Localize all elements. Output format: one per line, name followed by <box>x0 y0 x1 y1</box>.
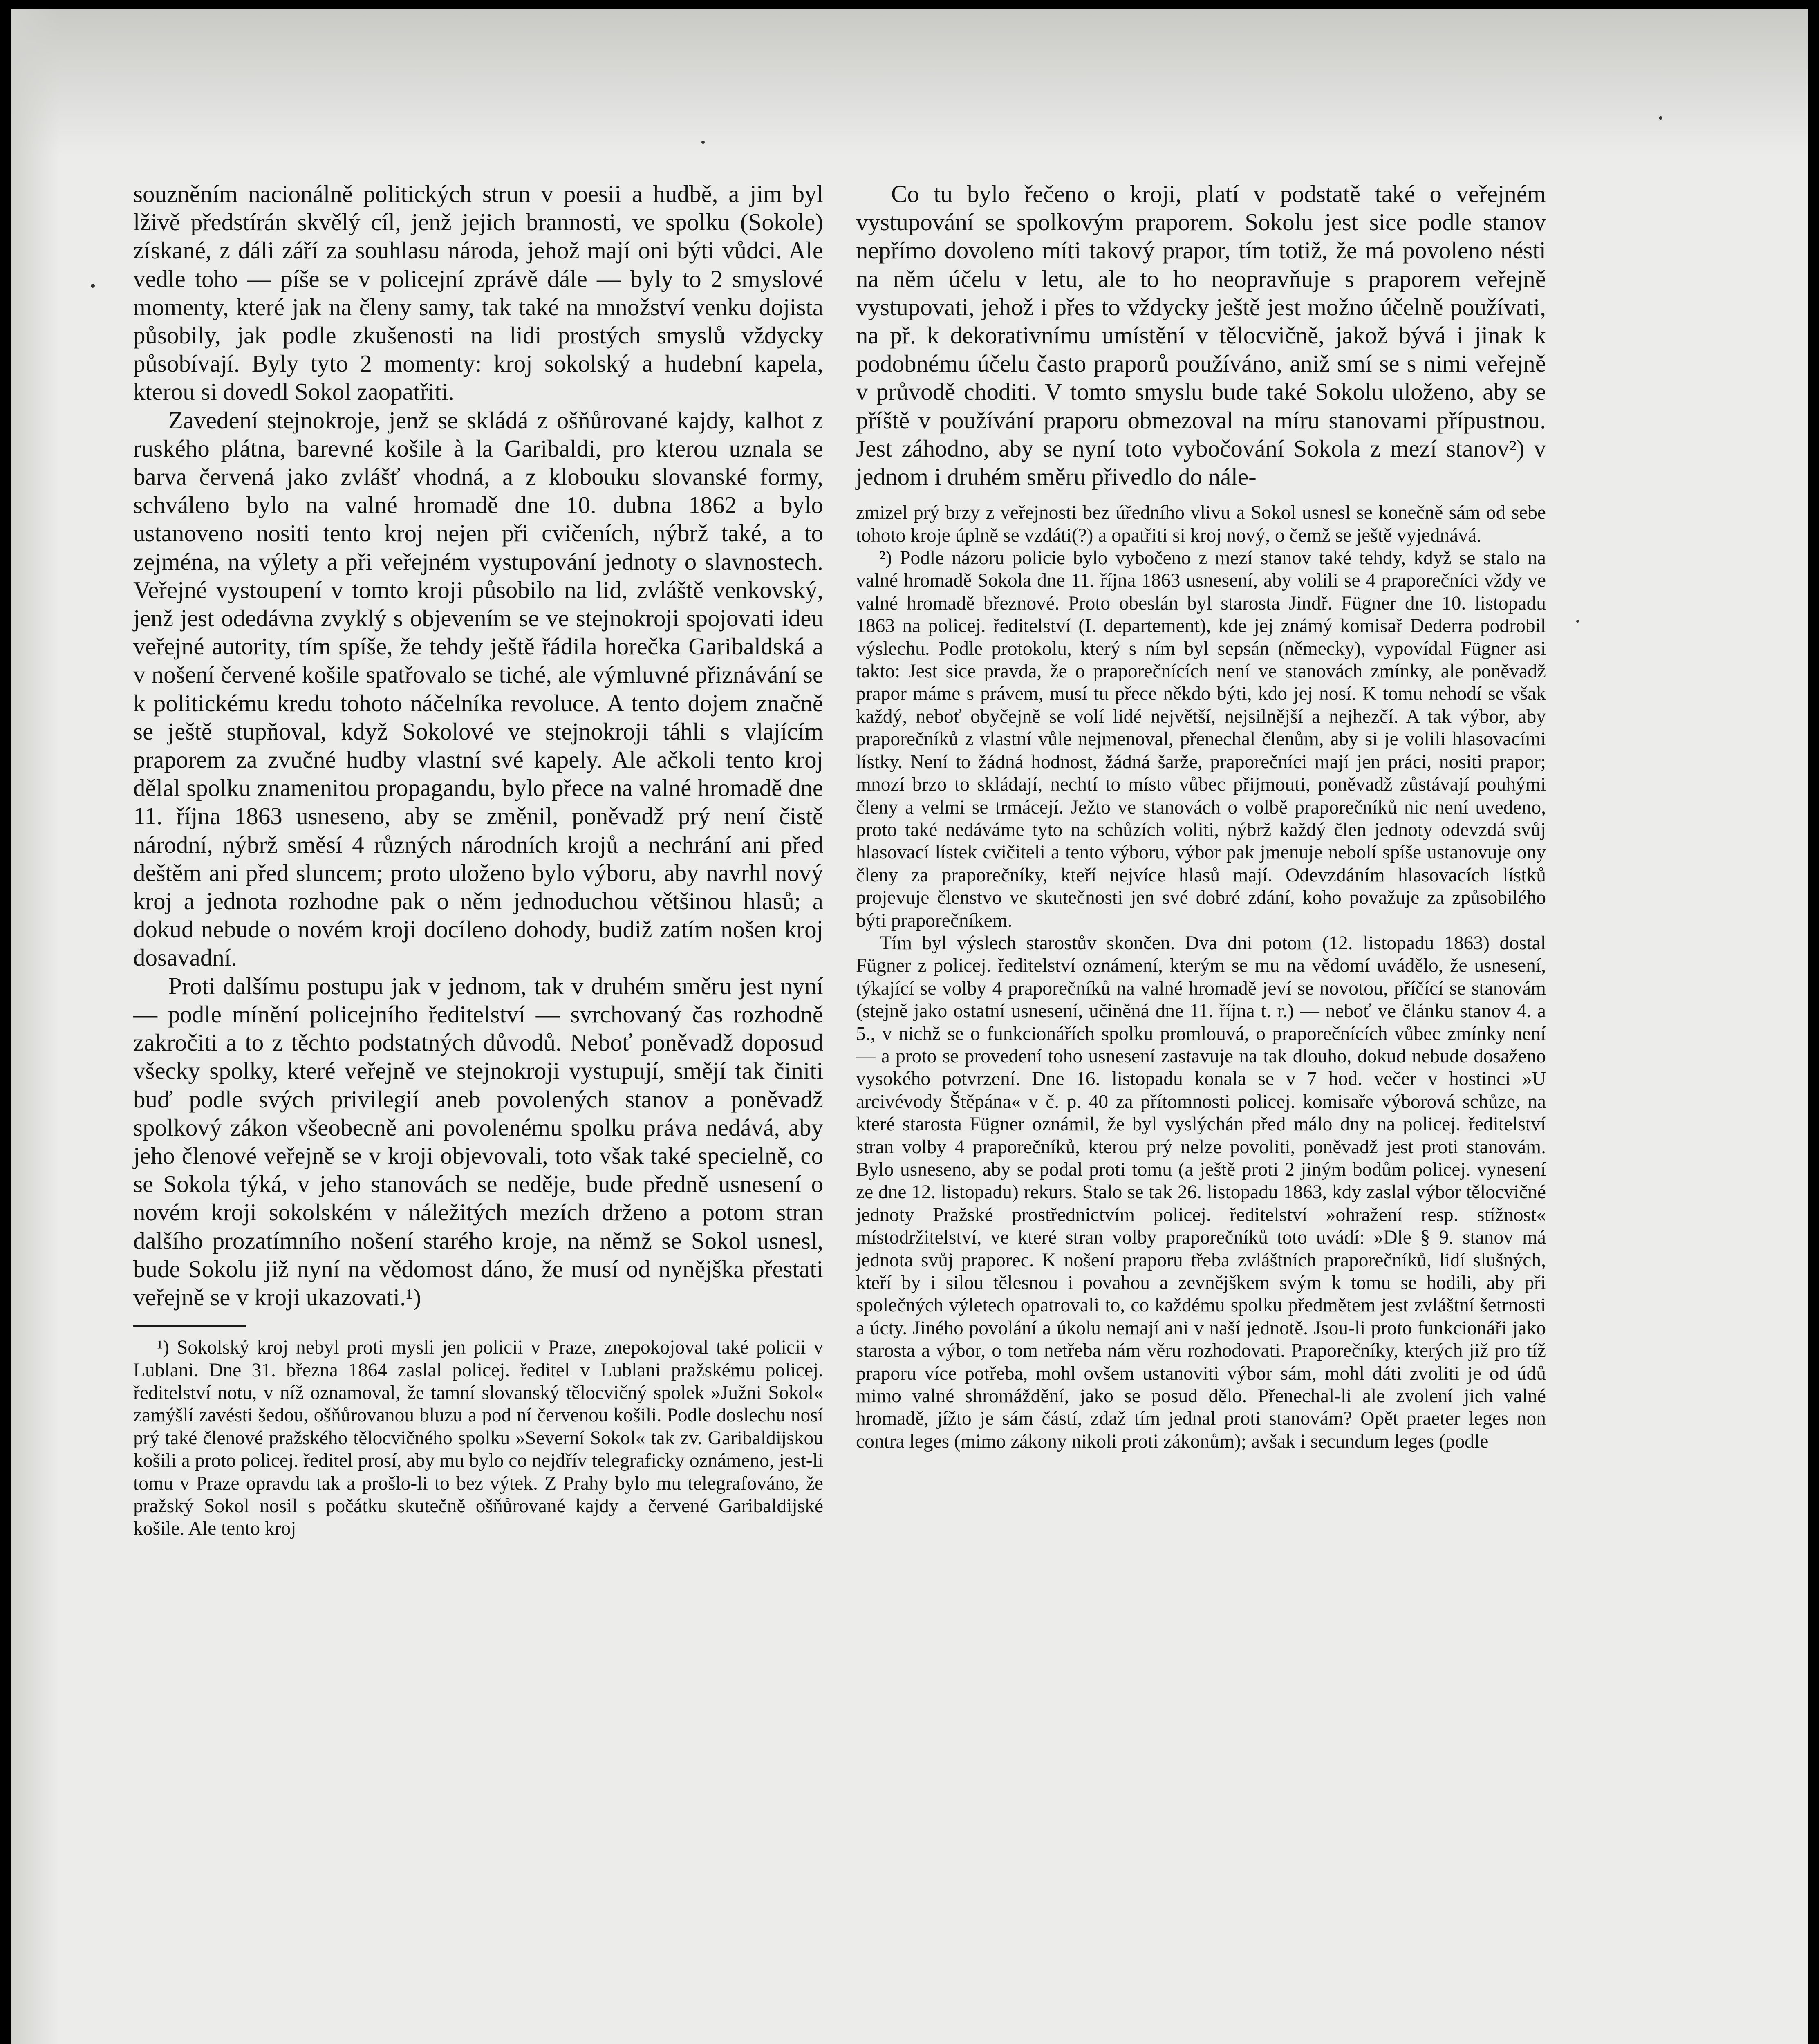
scan-speck <box>91 284 95 288</box>
left-column <box>133 180 823 1540</box>
scan-speck <box>1576 620 1579 623</box>
footnote-2-continued: Tím byl výslech starostův skončen. Dva dni potom (12. listopadu 1863) dostal Fügner z policej. ředitelství oznámení, kterým se mu na vědomí uvádělo, že usnesení, týkající se volby 4 praporečníků na valné hromadě jeví se novotou, příčící se stanovám (stejně jako ostatní usnesení, učiněná dne 11. října t. r.) — neboť ve článku stanov 4. a 5., v nichž se o funkcionářích spolku promlouvá, o praporečnících vůbec zmínky není — a proto se provedení toho usnesení zastavuje na tak dlouho, dokud nebude dosaženo vysokého potvrzení. Dne 16. listopadu konala se v 7 hod. večer v hostinci »U arcivévody Štěpána« v č. p. 40 za přítomnosti policej. komisaře výborová schůze, na které starosta Fügner oznámil, že byl vyslýchán před málo dny na policej. ředitelství stran volby 4 praporečníků, kterou prý nelze povoliti, poněvadž jest proti stanovám. Bylo usneseno, aby se podal proti tomu (a ještě proti 2 jiným bodům policej. vynesení ze dne 12. listopadu) rekurs. Stalo se tak 26. listopadu 1863, kdy zaslal výbor tělocvičné jednoty Pražské prostřednictvím policej. ředitelství »ohražení resp. stížnost« místodržitelství, ve které stran volby praporečníků toto uvádí: »Dle § 9. stanov má jednota svůj praporec. K nošení praporu třeba zvláštních praporečníků, lidí slušných, kteří by i silou tělesnou i povahou a zevnějškem svým k tomu se hodili, aby při společných výletech opatrovali to, co každému spolku předmětem jest zvláštní šetrnosti a úcty. Jiného povolání a úkolu nemají ani v naší jednotě. Jsou-li proto funkcionáři jako starosta a výbor, o tom netřeba nám věru rozhodovati. Praporečníky, kterých již pro tíž praporu více potřeba, mohl ovšem ustanoviti výbor sám, mohl dáti zvoliti je od údů mimo valné shromáždění, jako se posud dělo. Přenechal-li ale zvolení jich valné hromadě, jížto je sám částí, zdaž tím jednal proti stanovám? Opět praeter leges non contra leges (mimo zákony nikoli proti zákonům); avšak i secundum leges (podle <box>856 932 1546 1452</box>
scan-speck <box>1659 116 1662 120</box>
scan-shadow-top <box>11 9 1808 156</box>
right-column-body <box>856 180 1546 491</box>
footnote-1-continuation: zmizel prý brzy z veřejnosti bez úředního vlivu a Sokol usnesl se konečně sám od sebe tohoto kroje úplně se vzdáti(?) a opatřiti si kroj nový, o čemž se ještě vyjednává. <box>856 502 1546 546</box>
left-paragraph-3: Proti dalšímu postupu jak v jednom, tak v druhém směru jest nyní — podle mínění policejního ředitelství — svrchovaný čas rozhodně zakročiti a to z těchto podstatných důvodů. Neboť poněvadž doposud všecky spolky, které veřejně ve stejnokroji vystupují, smějí tak činiti buď podle svých privilegií aneb povolených stanov a poněvadž spolkový zákon všeobecně ani povolenému spolku práva nedává, aby jeho členové veřejně se v kroji objevovali, toto však také specielně, co se Sokola týká, v jeho stanovách se neděje, bude předně usnesení o novém kroji sokolském v náležitých mezích drženo a potom stran dalšího prozatímního nošení starého kroje, na němž se Sokol usnesl, bude Sokolu již nyní na vědomost dáno, že musí od nynějška přestati veřejně se v kroji ukazovati.¹) <box>133 972 823 1311</box>
right-paragraph-1: Co tu bylo řečeno o kroji, platí v podstatě také o veřejném vystupování se spolkovým praporem. Sokolu jest sice podle stanov nepřímo dovoleno míti takový prapor, tím totiž, že má povoleno nésti na něm účelu v letu, ale to ho neopravňuje s praporem veřejně vystupovati, jehož i přes to vždycky ještě jest možno účelně používati, na př. k dekorativnímu umístění v tělocvičně, jakož bývá i jinak k podobnému účelu často praporů používáno, aniž smí se s nimi veřejně v průvodě choditi. V tomto smyslu bude také Sokolu uloženo, aby se příště v používání praporu obmezoval na míru stanovami přípustnou. Jest záhodno, aby se nyní toto vybočování Sokola z mezí stanov²) v jednom i druhém směru přivedlo do nále- <box>856 180 1546 491</box>
footnote-1: ¹) Sokolský kroj nebyl proti mysli jen policii v Praze, znepokojoval také policii v Lublani. Dne 31. března 1864 zaslal policej. ředitel v Lublani pražskému policej. ředitelství notu, v níž oznamoval, že tamní slovanský tělocvičný spolek »Južni Sokol« zamýšlí zavésti šedou, ošňůrovanou bluzu a pod ní červenou košili. Podle doslechu nosí prý také členové pražského tělocvičného spolku »Severní Sokol« tak zv. Garibaldijskou košili a proto policej. ředitel prosí, aby mu bylo co nejdřív telegraficky oznámeno, jest-li tomu v Praze opravdu tak a prošlo-li to bez výtek. Z Prahy bylo mu telegrafováno, že pražský Sokol nosil s počátku skutečně ošňůrované kajdy a červené Garibaldijské košile. Ale tento kroj <box>133 1337 823 1540</box>
footnote-separator <box>133 1325 246 1327</box>
left-footnotes <box>133 1336 823 1540</box>
scanned-page <box>11 9 1808 2044</box>
left-paragraph-2: Zavedení stejnokroje, jenž se skládá z ošňůrované kajdy, kalhot z ruského plátna, barevné košile à la Garibaldi, pro kterou uznala se barva červená jako zvlášť vhodná, a z klobouku slovanské formy, schváleno bylo na valné hromadě dne 10. dubna 1862 a bylo ustanoveno nositi tento kroj nejen při cvičeních, nýbrž také, a to zejména, na výlety a při veřejném vystupování jednoty o slavnostech. Veřejné vystoupení v tomto kroji působilo na lid, zvláště venkovský, jenž jest odedávna zvyklý s objevením se ve stejnokroji spojovati ideu veřejné autority, tím spíše, že tehdy ještě řádila horečka Garibaldská a v nošení červené košile spatřovalo se tiché, ale výmluvné přiznávání se k politickému kredu tohoto náčelníka revoluce. A tento dojem značně se ještě stupňoval, když Sokolové ve stejnokroji táhli s vlajícím praporem za zvučné hudby vlastní své kapely. Ale ačkoli tento kroj dělal spolku znamenitou propagandu, bylo přece na valné hromadě dne 11. října 1863 usneseno, aby se změnil, poněvadž prý není čistě národní, nýbrž směsí 4 různých národních krojů a nechrání ani před deštěm ani před sluncem; proto uloženo bylo výboru, aby navrhl nový kroj a jednota rozhodne pak o něm jednoduchou většinou hlasů; a dokud nebude o novém kroji docíleno dohody, budiž zatím nošen kroj dosavadní. <box>133 406 823 971</box>
footnote-2: ²) Podle názoru policie bylo vybočeno z mezí stanov také tehdy, když se stalo na valné hromadě Sokola dne 11. října 1863 usnesení, aby volili se 4 praporečníci vždy ve valné hromadě březnové. Proto obeslán byl starosta Jindř. Fügner dne 10. listopadu 1863 na policej. ředitelství (I. departement), kde jej známý komisař Dederra podrobil výslechu. Podle protokolu, který s ním byl sepsán (německy), vypovídal Fügner asi takto: Jest sice pravda, že o praporečnících není ve stanovách zmínky, ale poněvadž prapor máme s právem, musí tu přece někdo býti, kdo jej nosí. K tomu nehodí se však každý, neboť obyčejně se volí lidé největší, nejsilnější a nejhezčí. A tak výbor, aby praporečníků z vlastní vůle nejmenoval, přenechal členům, aby si je volili hlasovacími lístky. Není to žádná hodnost, žádná šarže, praporečníci mají jen práci, nositi prapor; mnozí brzo to skládají, nechtí to místo vůbec přijmouti, poněvadž zůstávají pouhými členy a velmi se trmácejí. Ježto ve stanovách o volbě praporečníků nic není uvedeno, proto také nedáváme tyto na schůzích voliti, nýbrž každý člen jednoty odevzdá svůj hlasovací lístek cvičiteli a tento výboru, výbor pak jmenuje nebolí spíše ustanovuje ony členy za praporečníky, kteří nejvíce hlasů mají. Odevzdáním hlasovacích lístků projevuje členstvo ve skutečnosti jen své dobré zdání, koho považuje za způsobilého býti praporečníkem. <box>856 547 1546 931</box>
scan-speck <box>701 141 705 144</box>
right-footnotes <box>856 502 1546 1453</box>
scan-shadow-left <box>11 9 60 2044</box>
left-paragraph-1: souzněním nacionálně politických strun v poesii a hudbě, a jim byl lživě předstírán skvělý cíl, jenž jejich brannosti, ve spolku (Sokole) získané, z dáli září za souhlasu národa, jehož mají oni býti vůdci. Ale vedle toho — píše se v policejní zprávě dále — byly to 2 smyslové momenty, které jak na členy samy, tak také na množství venku dojista působily, jak podle zkušenosti na lidi prostých smyslů vždycky působívají. Byly tyto 2 momenty: kroj sokolský a hudební kapela, kterou si dovedl Sokol zaopatřiti. <box>133 180 823 406</box>
right-column <box>856 180 1546 1453</box>
left-column-body <box>133 180 823 1311</box>
